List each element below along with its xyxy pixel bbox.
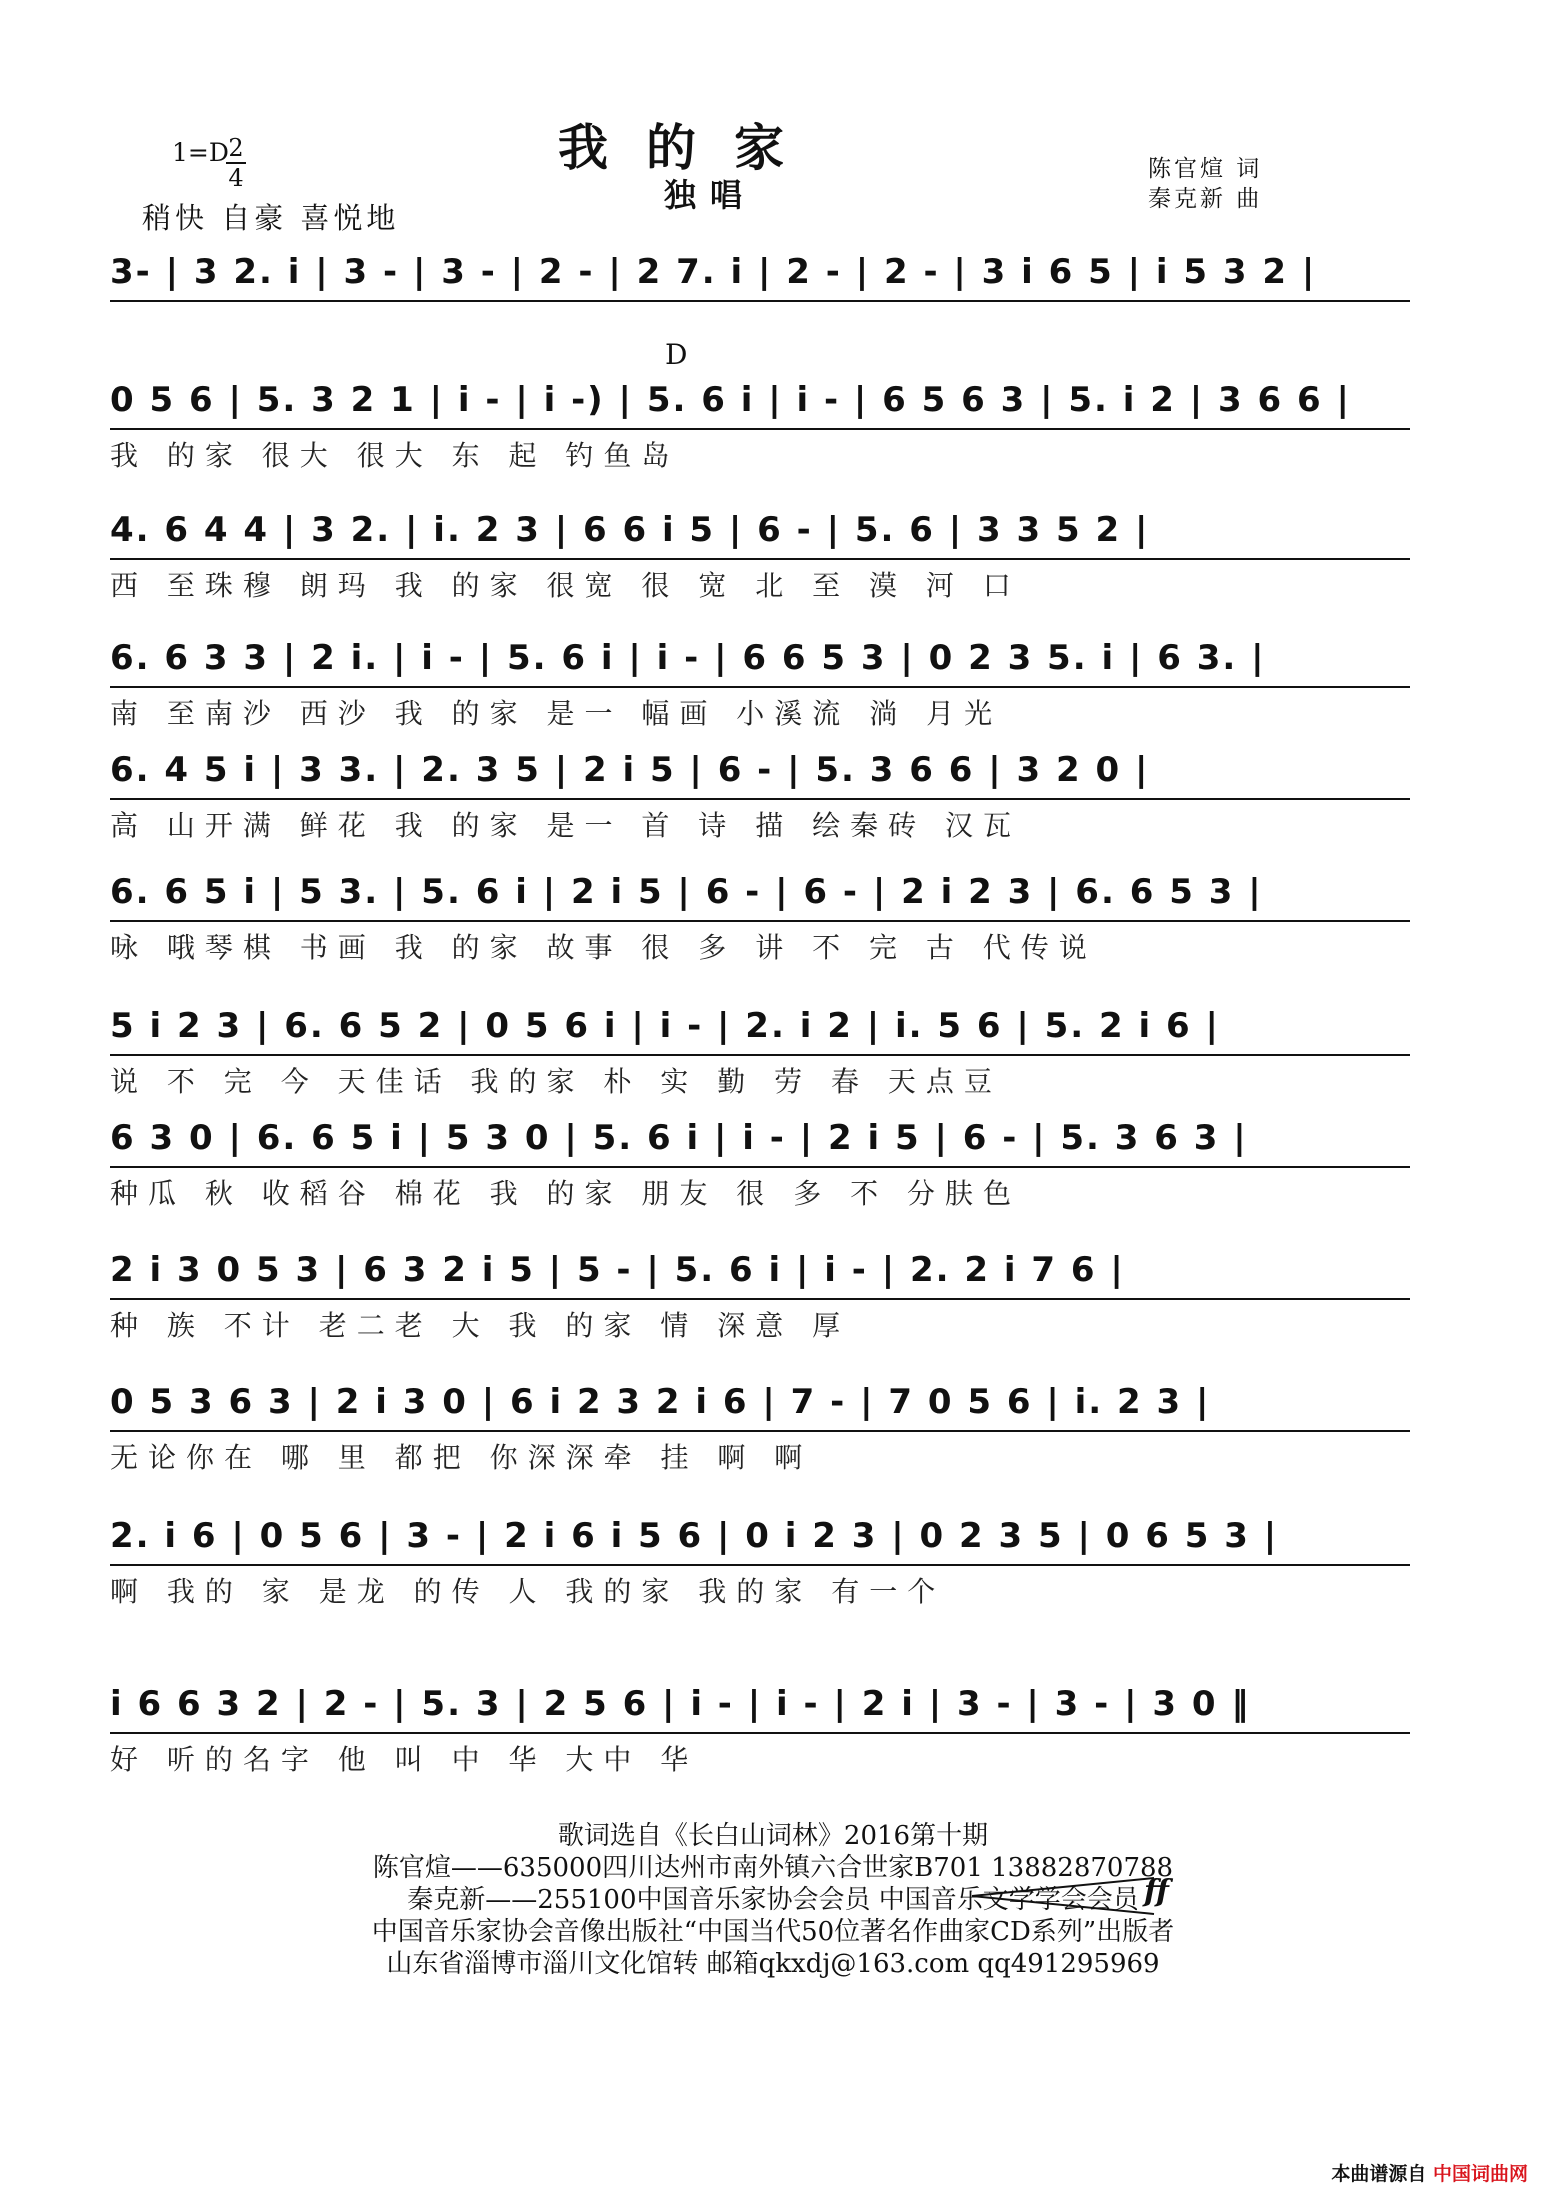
lyrics-line: 说 不 完 今 天佳话 我的家 朴 实 勤 劳 春 天点豆 [110, 1065, 1002, 1098]
notation-line: 6. 6 3 3 | 2 i. | i - | 5. 6 i | i - | 6 6 5 3 | 0 2 3 5. i | 6 3. | [110, 630, 1410, 688]
notation-line: 6. 6 5 i | 5 3. | 5. 6 i | 2 i 5 | 6 - | 6 - | 2 i 2 3 | 6. 6 5 3 | [110, 864, 1410, 922]
notation-line: i 6 6 3 2 | 2 - | 5. 3 | 2 5 6 | i - | i - | 2 i | 3 - | 3 - | 3 0 ‖ [110, 1676, 1410, 1734]
footer-line: 中国音乐家协会音像出版社“中国当代50位著名作曲家CD系列”出版者 [371, 1917, 1175, 1947]
notation-line: 5 i 2 3 | 6. 6 5 2 | 0 5 6 i | i - | 2. i 2 | i. 5 6 | 5. 2 i 6 | [110, 998, 1410, 1056]
footer-line: 陈官煊——635000四川达州市南外镇六合世家B701 13882870788 [372, 1853, 1174, 1883]
lyrics-line: 我 的家 很大 很大 东 起 钓鱼岛 [110, 439, 680, 472]
meter-bottom: 4 [228, 164, 244, 192]
lyricist-credit: 陈官煊 词 [1148, 156, 1263, 182]
notation-line: 6. 4 5 i | 3 3. | 2. 3 5 | 2 i 5 | 6 - | 5. 3 6 6 | 3 2 0 | [110, 742, 1410, 800]
source-credit [1331, 2159, 1528, 2186]
lyrics-line: 好 听的名字 他 叫 中 华 大中 华 [110, 1743, 699, 1776]
time-signature [226, 134, 246, 192]
dynamic-marking: ff [1144, 1874, 1169, 1909]
lyrics-line: 无论你在 哪 里 都把 你深深牵 挂 啊 啊 [110, 1441, 813, 1474]
lyrics-line: 啊 我的 家 是龙 的传 人 我的家 我的家 有一个 [110, 1575, 946, 1608]
footer-line: 歌词选自《长白山词林》2016第十期 [557, 1821, 989, 1851]
notation-line: 2 i 3 0 5 3 | 6 3 2 i 5 | 5 - | 5. 6 i | i - | 2. 2 i 7 6 | [110, 1242, 1410, 1300]
footer-credits [0, 1820, 1546, 1980]
footer-line: 山东省淄博市淄川文化馆转 邮箱qkxdj@163.com qq491295969 [386, 1949, 1160, 1979]
lyrics-line: 种瓜 秋 收稻谷 棉花 我 的家 朋友 很 多 不 分肤色 [110, 1177, 1022, 1210]
rehearsal-mark: D [665, 338, 688, 371]
lyrics-line: 西 至珠穆 朗玛 我 的家 很宽 很 宽 北 至 漠 河 口 [110, 569, 1021, 602]
notation-line: 6 3 0 | 6. 6 5 i | 5 3 0 | 5. 6 i | i - | 2 i 5 | 6 - | 5. 3 6 3 | [110, 1110, 1410, 1168]
notation-line: 0 5 3 6 3 | 2 i 3 0 | 6 i 2 3 2 i 6 | 7 - | 7 0 5 6 | i. 2 3 | [110, 1374, 1410, 1432]
source-label: 本曲谱源自 [1331, 2163, 1427, 2185]
key-signature: 1=D [172, 138, 229, 167]
tempo-marking: 稍快 自豪 喜悦地 [142, 201, 400, 235]
composer-credit: 秦克新 曲 [1148, 186, 1263, 212]
source-site-link[interactable]: 中国词曲网 [1432, 2163, 1528, 2185]
notation-line: 0 5 6 | 5. 3 2 1 | i - | i -) | 5. 6 i | i - | 6 5 6 3 | 5. i 2 | 3 6 6 | [110, 372, 1410, 430]
notation-line: 4. 6 4 4 | 3 2. | i. 2 3 | 6 6 i 5 | 6 - | 5. 6 | 3 3 5 2 | [110, 502, 1410, 560]
lyrics-line: 咏 哦琴棋 书画 我 的家 故事 很 多 讲 不 完 古 代传说 [110, 931, 1097, 964]
notation-line: 2. i 6 | 0 5 6 | 3 - | 2 i 6 i 5 6 | 0 i 2 3 | 0 2 3 5 | 0 6 5 3 | [110, 1508, 1410, 1566]
notation-line: 3- | 3 2. i | 3 - | 3 - | 2 - | 2 7. i | 2 - | 2 - | 3 i 6 5 | i 5 3 2 | [110, 244, 1410, 302]
footer-line: 秦克新——255100中国音乐家协会会员 中国音乐文学学会会员 [407, 1885, 1139, 1915]
lyrics-line: 南 至南沙 西沙 我 的家 是一 幅画 小溪流 淌 月光 [110, 697, 1003, 730]
lyrics-line: 高 山开满 鲜花 我 的家 是一 首 诗 描 绘秦砖 汉瓦 [110, 809, 1022, 842]
lyrics-line: 种 族 不计 老二老 大 我 的家 情 深意 厚 [110, 1309, 851, 1342]
meter-top: 2 [228, 134, 244, 162]
song-title: 我的家 [558, 118, 822, 177]
song-subtitle: 独唱 [663, 176, 756, 214]
